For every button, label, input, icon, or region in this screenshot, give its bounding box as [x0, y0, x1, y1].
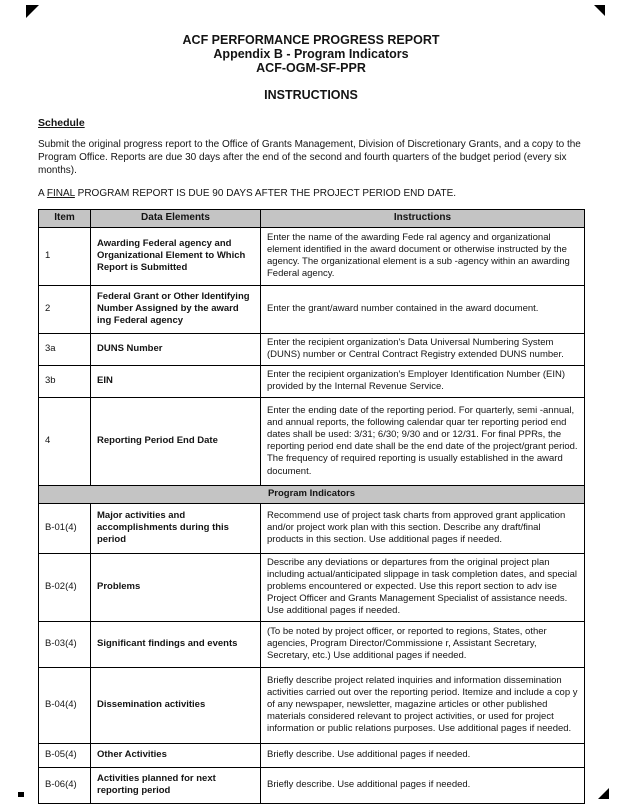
title-block — [0, 0, 622, 102]
document-title: ACF PERFORMANCE PROGRESS REPORT — [182, 33, 440, 47]
table-row — [39, 767, 585, 803]
schedule-heading: Schedule — [38, 117, 85, 129]
item-cell: 2 — [39, 285, 91, 333]
data-element-cell: Federal Grant or Other Identifying Number Assigned by the award ing Federal agency — [91, 285, 261, 333]
item-cell: B-03(4) — [39, 621, 91, 667]
data-element-cell: DUNS Number — [91, 333, 261, 365]
scan-artifact-top-right-icon — [594, 5, 605, 16]
table-row — [39, 227, 585, 285]
schedule-paragraph: Submit the original progress report to the Office of Grants Management, Division of Discretionary Grants, and a copy to the Program Office. Reports are due 30 days after the end of the second and fourth quarters of the budget period (every six months). — [38, 139, 581, 177]
item-cell: B-04(4) — [39, 667, 91, 743]
scan-artifact-top-left-icon — [26, 5, 39, 18]
data-element-cell: Major activities and accomplishments during this period — [91, 503, 261, 553]
document-body — [0, 117, 622, 804]
table-row — [39, 285, 585, 333]
instructions-cell: Enter the grant/award number contained in the award document. — [261, 285, 585, 333]
table-row — [39, 503, 585, 553]
final-underlined-word: FINAL — [46, 187, 75, 199]
item-cell: B-01(4) — [39, 503, 91, 553]
table-row — [39, 743, 585, 767]
table-row — [39, 397, 585, 485]
data-element-cell: Awarding Federal agency and Organizational Element to Which Report is Submitted — [91, 227, 261, 285]
instructions-cell: Describe any deviations or departures from the original project plan including actual/anticipated slippage in task completion dates, and special problems encountered or expected. Use this report section to adv ise Project Officer and Grants Management Specialist of assistance needs. Use additional pages if needed. — [261, 553, 585, 621]
column-header-item: Item — [39, 209, 91, 227]
instructions-title: INSTRUCTIONS — [264, 88, 358, 102]
table-row — [39, 333, 585, 365]
item-cell: 4 — [39, 397, 91, 485]
table-row — [39, 621, 585, 667]
item-cell: 3a — [39, 333, 91, 365]
item-cell: B-02(4) — [39, 553, 91, 621]
column-header-instructions: Instructions — [261, 209, 585, 227]
instructions-cell: (To be noted by project officer, or reported to regions, States, other agencies, Program Director/Commissione r, Assistant Secretary, Secretary, etc.) Use additional pages if needed. — [261, 621, 585, 667]
final-report-notice: A FINAL PROGRAM REPORT IS DUE 90 DAYS AFTER THE PROJECT PERIOD END DATE. — [38, 187, 457, 199]
scan-artifact-bottom-right-icon — [598, 788, 609, 799]
scan-artifact-bottom-left-icon — [18, 792, 24, 797]
instructions-cell: Enter the name of the awarding Fede ral agency and organizational element identified in the award document or otherwise instructed by the agency. The organizational element is a sub -agency within an awarding Federal agency. — [261, 227, 585, 285]
instructions-cell: Enter the recipient organization's Employer Identification Number (EIN) provided by the Internal Revenue Service. — [261, 365, 585, 397]
data-element-cell: Dissemination activities — [91, 667, 261, 743]
instructions-cell: Briefly describe project related inquiries and information dissemination activities carried out over the reporting period. Itemize and include a cop y of any newspaper, newsletter, magazine articles or other published materials considered relevant to project activities, or used for project information or public relations purposes. Use additional pages if needed. — [261, 667, 585, 743]
instructions-table — [38, 209, 585, 804]
column-header-data-elements: Data Elements — [91, 209, 261, 227]
form-number: ACF-OGM-SF-PPR — [256, 61, 366, 75]
item-cell: 1 — [39, 227, 91, 285]
instructions-cell: Recommend use of project task charts from approved grant application and/or project work plan with this section. Describe any draft/final products in this section. Use additional pages if needed. — [261, 503, 585, 553]
table-row — [39, 667, 585, 743]
section-divider-row — [39, 485, 585, 503]
data-element-cell: Reporting Period End Date — [91, 397, 261, 485]
data-element-cell: Other Activities — [91, 743, 261, 767]
data-element-cell: Problems — [91, 553, 261, 621]
data-element-cell: Activities planned for next reporting period — [91, 767, 261, 803]
table-header-row — [39, 209, 585, 227]
item-cell: B-05(4) — [39, 743, 91, 767]
data-element-cell: Significant findings and events — [91, 621, 261, 667]
data-element-cell: EIN — [91, 365, 261, 397]
instructions-cell: Enter the recipient organization's Data Universal Numbering System (DUNS) number or Central Contract Registry extended DUNS number. — [261, 333, 585, 365]
instructions-cell: Briefly describe. Use additional pages if needed. — [261, 767, 585, 803]
table-row — [39, 365, 585, 397]
section-header: Program Indicators — [39, 485, 585, 503]
instructions-cell: Enter the ending date of the reporting period. For quarterly, semi -annual, and annual reports, the following calendar quar ter reporting period end dates shall be used: 3/31; 6/30; 9/30 and or 12/31. For final PPRs, the reporting period end date shall be the end date of the project/grant period. The frequency of required reporting is usually established in the award document. — [261, 397, 585, 485]
table-row — [39, 553, 585, 621]
document-subtitle: Appendix B - Program Indicators — [213, 47, 409, 61]
item-cell: B-06(4) — [39, 767, 91, 803]
item-cell: 3b — [39, 365, 91, 397]
instructions-cell: Briefly describe. Use additional pages if needed. — [261, 743, 585, 767]
